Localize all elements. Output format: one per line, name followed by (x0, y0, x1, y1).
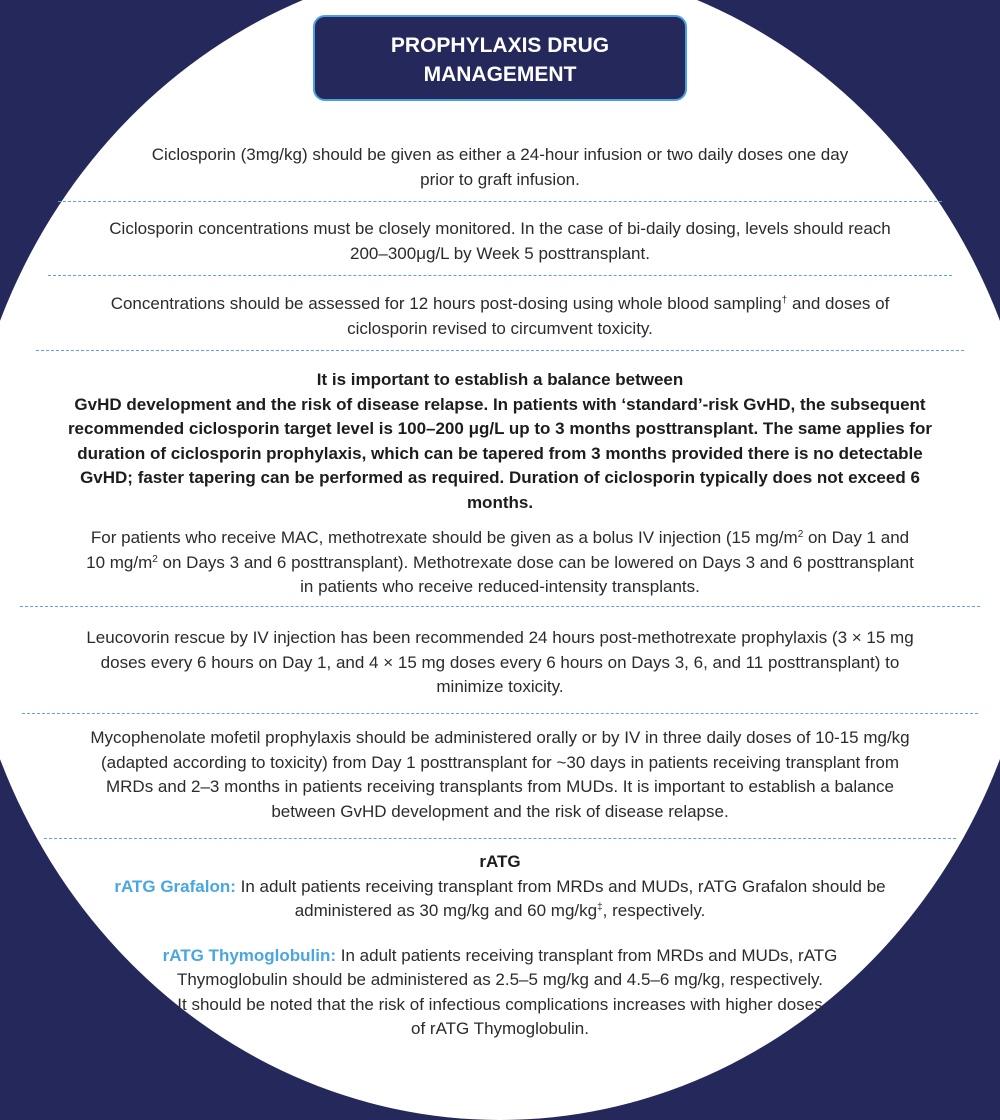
title-line-1: PROPHYLAXIS DRUG (390, 34, 610, 57)
mycophenolate-section (0, 726, 1000, 824)
ciclosporin-monitoring-section (0, 217, 1000, 266)
text-line: months. (466, 492, 534, 512)
methotrexate-section (0, 526, 1000, 600)
page-title (313, 15, 687, 101)
grafalon-label: rATG Grafalon: (114, 876, 236, 896)
text-line: rATG Grafalon: In adult patients receiving transplant from MRDs and MUDs, rATG Grafalon should be (114, 876, 886, 896)
section-divider (22, 713, 978, 714)
spacer (0, 924, 1000, 944)
section-divider (36, 350, 964, 351)
text-line: doses every 6 hours on Day 1, and 4 × 15 mg doses every 6 hours on Days 3, 6, and 11 posttransplant) to (100, 652, 900, 672)
text-line: duration of ciclosporin prophylaxis, which can be tapered from 3 months provided there is no detectable (77, 443, 923, 463)
text-line: Ciclosporin (3mg/kg) should be given as either a 24-hour infusion or two daily doses one day (151, 145, 849, 164)
text-line: recommended ciclosporin target level is 100–200 μg/L up to 3 months posttransplant. The same applies for (67, 419, 933, 438)
ratg-section (0, 850, 1000, 1042)
thymoglobulin-label: rATG Thymoglobulin: (162, 945, 337, 965)
text-line: Leucovorin rescue by IV injection has been recommended 24 hours post-methotrexate prophylaxis (3 × 15 mg (86, 628, 914, 647)
title-line-2: MANAGEMENT (423, 63, 577, 86)
text-line: in patients who receive reduced-intensity transplants. (300, 577, 700, 596)
ratg-heading: rATG (479, 852, 521, 871)
text-line: It is important to establish a balance between (316, 370, 684, 389)
text-line: GvHD development and the risk of disease relapse. In patients with ‘standard’-risk GvHD, the subsequent (74, 394, 926, 414)
section-divider (58, 201, 942, 202)
text-line: Thymoglobulin should be administered as 2.5–5 mg/kg and 4.5–6 mg/kg, respectively. (176, 970, 824, 989)
text-line: administered as 30 mg/kg and 60 mg/kg‡, respectively. (294, 901, 706, 920)
text-line: 10 $mg/m^2$ on Days 3 and 6 posttransplant). Methotrexate dose can be lowered on Days 3 and 6 posttransplant (86, 552, 914, 572)
text-line: Ciclosporin concentrations must be closely monitored. In the case of bi-daily dosing, levels should reach (109, 219, 891, 238)
text-line: MRDs and 2–3 months in patients receiving transplants from MUDs. It is important to establish a balance (105, 777, 895, 796)
text-line: It should be noted that the risk of infectious complications increases with higher doses (177, 994, 823, 1014)
text-line: (adapted according to toxicity) from Day 1 posttransplant for ~30 days in patients receiving transplant from (101, 752, 899, 772)
text-line: GvHD; faster tapering can be performed as required. Duration of ciclosporin typically does not exceed 6 (80, 468, 920, 487)
section-divider (44, 838, 956, 839)
text-line: Concentrations should be assessed for 12 hours post-dosing using whole blood sampling† and doses of (110, 294, 890, 313)
section-divider (48, 275, 952, 276)
gvhd-balance-section (0, 368, 1000, 515)
concentration-assessment-section (0, 292, 1000, 341)
text-line: between GvHD development and the risk of disease relapse. (271, 801, 729, 821)
text-line: 200–300μg/L by Week 5 posttransplant. (350, 243, 650, 263)
leucovorin-section (0, 626, 1000, 700)
section-divider (20, 606, 980, 607)
text-line: rATG Thymoglobulin: In adult patients receiving transplant from MRDs and MUDs, rATG (162, 945, 838, 965)
text-line: minimize toxicity. (436, 677, 564, 696)
text-line: prior to graft infusion. (420, 169, 580, 189)
text-line: Mycophenolate mofetil prophylaxis should be administered orally or by IV in three daily doses of 10-15 mg/kg (90, 728, 910, 747)
text-line: For patients who receive MAC, methotrexate should be given as a bolus IV injection (15 $mg/m^2$ on Day 1 and (90, 528, 910, 547)
text-line: of rATG Thymoglobulin. (411, 1019, 589, 1038)
text-line: ciclosporin revised to circumvent toxicity. (347, 318, 653, 338)
ciclosporin-dosing-section (0, 143, 1000, 192)
